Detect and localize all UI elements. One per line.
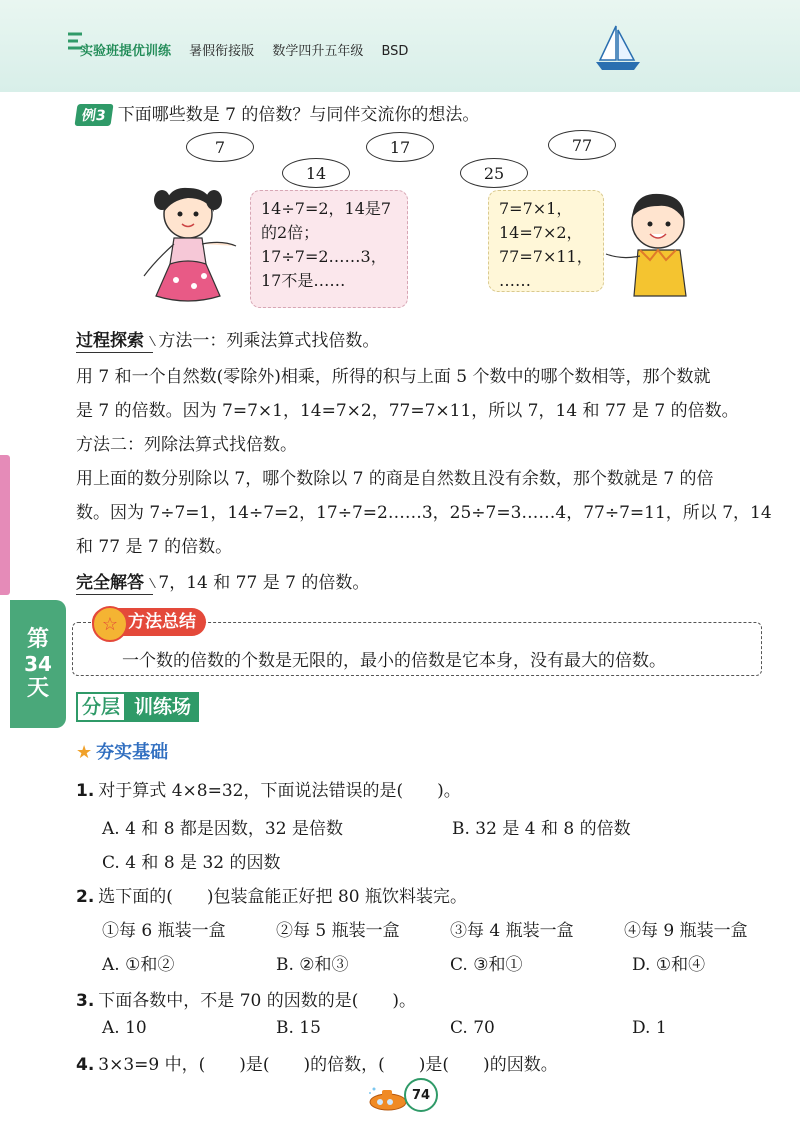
option-b[interactable]: B. ②和③ — [276, 955, 349, 975]
question-number: 2. — [76, 887, 95, 907]
page-number: 74 — [404, 1078, 438, 1112]
option-a[interactable]: A. 4 和 8 都是因数，32 是倍数 — [102, 819, 343, 839]
practice-banner — [76, 692, 199, 722]
question-2 — [76, 882, 467, 907]
header-text — [80, 40, 422, 59]
star-badge-icon: ☆ — [92, 606, 128, 642]
subject-grade-label: 数学四升五年级 — [272, 44, 364, 59]
girl-illustration — [136, 180, 246, 310]
publisher-label: BSD — [381, 44, 409, 59]
question-text: 对于算式 4×8=32，下面说法错误的是( )。 — [98, 781, 461, 801]
practice-banner-right: 训练场 — [126, 692, 199, 722]
process-label: 过程探索 — [76, 331, 153, 353]
question-1 — [76, 776, 461, 801]
packing-option-3: ③每 4 瓶装一盒 — [450, 921, 574, 941]
bubble-line: 14÷7=2，14是7 — [261, 199, 392, 218]
bubble-line: 的2倍； — [261, 223, 320, 242]
option-a[interactable]: A. 10 — [102, 1018, 147, 1038]
bubble-line: 14=7×2， — [499, 223, 583, 242]
day-tab-suffix: 天 — [26, 675, 49, 701]
method1-title: 方法一：列乘法算式找倍数。 — [158, 331, 380, 351]
example-heading — [76, 100, 479, 126]
basic-section-heading — [76, 738, 168, 764]
bubble-line: 77=7×11， — [499, 247, 593, 266]
bubble-line: 17不是…… — [261, 271, 346, 290]
packing-option-2: ②每 5 瓶装一盒 — [276, 921, 400, 941]
packing-option-4: ④每 9 瓶装一盒 — [624, 921, 748, 941]
option-c[interactable]: C. 4 和 8 是 32 的因数 — [102, 853, 281, 873]
day-tab — [10, 600, 66, 728]
number-oval: 7 — [186, 132, 254, 162]
method2-line: 用上面的数分别除以 7，哪个数除以 7 的商是自然数且没有余数，那个数就是 7 的倍 — [76, 469, 714, 489]
question-number: 3. — [76, 991, 95, 1011]
bubble-line: 7=7×1， — [499, 199, 573, 218]
boy-illustration — [600, 188, 700, 300]
girl-speech-bubble — [250, 190, 408, 308]
packing-option-1: ①每 6 瓶装一盒 — [102, 921, 226, 941]
summary-text: 一个数的倍数的个数是无限的，最小的倍数是它本身，没有最大的倍数。 — [122, 651, 666, 671]
number-oval: 77 — [548, 130, 616, 160]
method1-heading — [76, 326, 379, 351]
option-a[interactable]: A. ①和② — [102, 955, 175, 975]
series-name: 实验班提优训练 — [80, 44, 172, 59]
practice-banner-left: 分层 — [76, 692, 126, 722]
number-oval: 14 — [282, 158, 350, 188]
bubble-line: 17÷7=2……3， — [261, 247, 387, 266]
number-oval: 25 — [460, 158, 528, 188]
method2-line: 数。因为 7÷7=1，14÷7=2，17÷7=2……3，25÷7=3……4，77÷7=11，所以 7，14 — [76, 503, 772, 523]
method2-line: 和 77 是 7 的倍数。 — [76, 537, 233, 557]
method1-line: 是 7 的倍数。因为 7=7×1，14=7×2，77=7×11，所以 7，14 和 77 是 7 的倍数。 — [76, 401, 739, 421]
question-number: 4. — [76, 1055, 95, 1075]
day-tab-prefix: 第 — [26, 627, 49, 653]
option-b[interactable]: B. 32 是 4 和 8 的倍数 — [452, 819, 631, 839]
question-number: 1. — [76, 781, 95, 801]
option-d[interactable]: D. ①和④ — [632, 955, 706, 975]
option-c[interactable]: C. ③和① — [450, 955, 523, 975]
answer-label: 完全解答 — [76, 573, 153, 595]
method2-title: 方法二：列除法算式找倍数。 — [76, 435, 297, 455]
option-c[interactable]: C. 70 — [450, 1018, 495, 1038]
question-3 — [76, 986, 416, 1011]
day-tab-number: 34 — [24, 651, 52, 676]
sailboat-icon — [590, 20, 646, 76]
full-answer — [76, 568, 369, 593]
number-oval: 17 — [366, 132, 434, 162]
basic-section-title: 夯实基础 — [96, 742, 169, 763]
bubble-line: …… — [499, 271, 531, 290]
question-text: 选下面的( )包装盒能正好把 80 瓶饮料装完。 — [98, 887, 468, 907]
example-badge: 例3 — [74, 104, 113, 126]
summary-title: 方法总结 — [92, 608, 206, 636]
edition-label: 暑假衔接版 — [189, 44, 255, 59]
option-d[interactable]: D. 1 — [632, 1018, 667, 1038]
question-text: 下面各数中，不是 70 的因数的是( )。 — [98, 991, 417, 1011]
side-color-strip — [0, 455, 10, 595]
method1-line: 用 7 和一个自然数(零除外)相乘，所得的积与上面 5 个数中的哪个数相等，那个数就 — [76, 367, 711, 387]
boy-speech-bubble — [488, 190, 604, 292]
question-text: 3×3=9 中，( )是( )的倍数，( )是( )的因数。 — [98, 1055, 558, 1075]
option-b[interactable]: B. 15 — [276, 1018, 321, 1038]
question-4 — [76, 1050, 558, 1075]
star-icon: ★ — [76, 742, 93, 763]
example-question: 下面哪些数是 7 的倍数？与同伴交流你的想法。 — [117, 105, 480, 125]
answer-text: 7，14 和 77 是 7 的倍数。 — [158, 573, 370, 593]
